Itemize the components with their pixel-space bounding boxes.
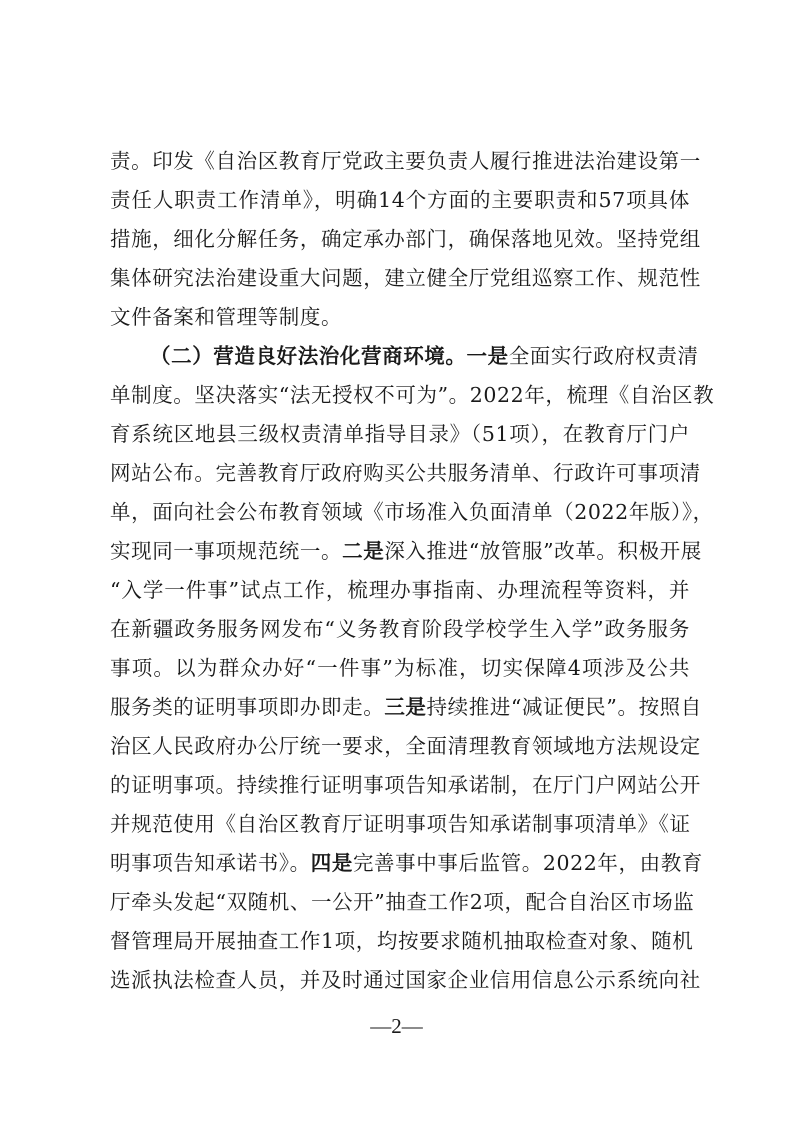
paragraph-line: 并规范使用《自治区教育厅证明事项告知承诺制事项清单》《证	[110, 812, 691, 836]
paragraph-line: 单，面向社会公布教育领域《市场准入负面清单（2022年版）》，	[110, 500, 714, 524]
text-run: 深入推进“放管服”改革。积极开展	[384, 539, 702, 563]
paragraph-line: 事项。以为群众办好“一件事”为标准，切实保障4项涉及公共	[110, 656, 690, 680]
list-marker: 四是	[310, 851, 353, 875]
paragraph-line: 治区人民政府办公厅统一要求，全面清理教育领域地方法规设定	[110, 734, 701, 758]
paragraph-line	[150, 342, 699, 370]
paragraph-line: 网站公布。完善教育厅政府购买公共服务清单、行政许可事项清	[110, 461, 701, 485]
text-run: 明事项告知承诺书》。	[110, 851, 311, 875]
paragraph-line: 选派执法检查人员，并及时通过国家企业信用信息公示系统向社	[110, 968, 701, 992]
paragraph-line: 责任人职责工作清单》，明确14个方面的主要职责和57项具体	[110, 188, 690, 212]
paragraph-line: 的证明事项。持续推行证明事项告知承诺制，在厅门户网站公开	[110, 773, 701, 797]
paragraph-line: 责。印发《自治区教育厅党政主要负责人履行推进法治建设第一	[110, 149, 701, 173]
section-heading: （二）营造良好法治化营商环境。	[150, 344, 467, 368]
text-run: 持续推进“减证便民”。按照自	[426, 695, 702, 719]
paragraph-line: 育系统区地县三级权责清单指导目录》（51项），在教育厅门户	[110, 422, 690, 446]
paragraph-line: 厅牵头发起“双随机、一公开”抽查工作2项，配合自治区市场监	[110, 890, 695, 914]
paragraph-line: 督管理局开展抽查工作1项，均按要求随机抽取检查对象、随机	[110, 929, 694, 953]
paragraph-line	[110, 693, 702, 721]
paragraph-line: 在新疆政务服务网发布“义务教育阶段学校学生入学”政务服务	[110, 617, 690, 641]
list-marker: 三是	[384, 695, 427, 719]
paragraph-line: “入学一件事”试点工作，梳理办事指南、办理流程等资料，并	[110, 578, 690, 602]
paragraph-line	[110, 849, 703, 877]
list-marker: 一是	[466, 344, 509, 368]
paragraph-line: 措施，细化分解任务，确定承办部门，确保落地见效。坚持党组	[110, 227, 701, 251]
paragraph-line: 单制度。坚决落实“法无授权不可为”。2022年，梳理《自治区教	[110, 383, 715, 407]
text-run: 实现同一事项规范统一。	[110, 539, 343, 563]
text-run: 服务类的证明事项即办即走。	[110, 695, 385, 719]
paragraph-line	[110, 537, 702, 565]
page-number: —2—	[370, 1014, 423, 1038]
paragraph-line: 文件备案和管理等制度。	[110, 305, 343, 329]
text-run: 全面实行政府权责清	[508, 344, 699, 368]
paragraph-line: 集体研究法治建设重大问题，建立健全厅党组巡察工作、规范性	[110, 266, 701, 290]
text-run: 完善事中事后监管。2022年，由教育	[352, 851, 703, 875]
list-marker: 二是	[342, 539, 385, 563]
